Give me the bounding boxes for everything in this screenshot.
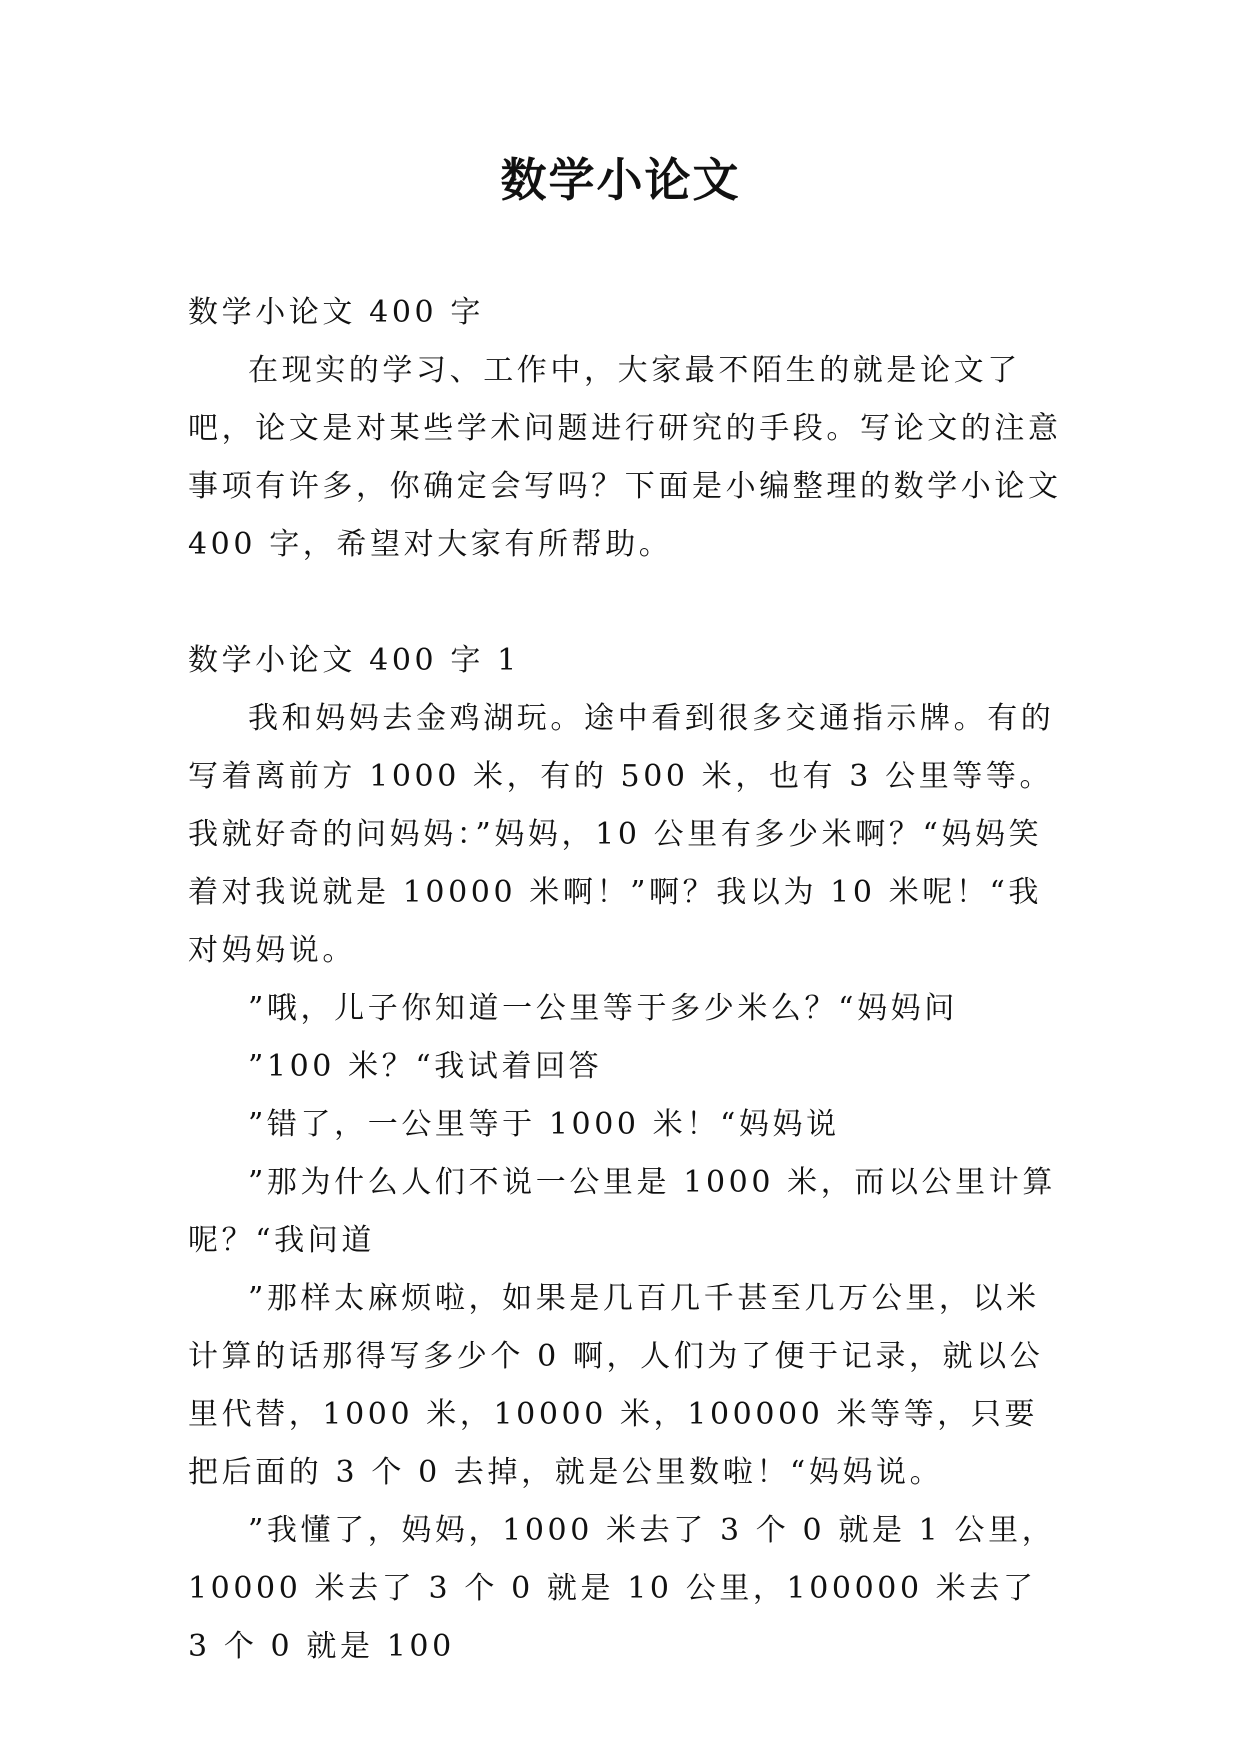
body-paragraph: ”100 米？“我试着回答 bbox=[248, 1049, 603, 1084]
paragraph-spacer bbox=[188, 574, 1068, 632]
body-paragraph: ”我懂了，妈妈，1000 米去了 3 个 0 就是 1 公里，10000 米去了 3 个 0 就是 10 公里，100000 米去了 3 个 0 就是 100 bbox=[188, 1513, 1056, 1664]
body-paragraph: ”那样太麻烦啦，如果是几百几千甚至几万公里，以米计算的话那得写多少个 0 啊，人们为了便于记录，就以公里代替，1000 米，10000 米，100000 米等等，只要把后面的 3 个 0 去掉，就是公里数啦！“妈妈说。 bbox=[188, 1281, 1044, 1490]
document-subtitle: 数学小论文 400 字 bbox=[188, 295, 484, 330]
body-paragraph: 我和妈妈去金鸡湖玩。途中看到很多交通指示牌。有的写着离前方 1000 米，有的 500 米，也有 3 公里等等。我就好奇的问妈妈：”妈妈，10 公里有多少米啊？“妈妈笑着对我说就是 10000 米啊！”啊？我以为 10 米呢！“我对妈妈说。 bbox=[188, 701, 1055, 968]
document-body bbox=[188, 284, 1068, 1676]
intro-paragraph: 在现实的学习、工作中，大家最不陌生的就是论文了吧，论文是对某些学术问题进行研究的手段。写论文的注意事项有许多，你确定会写吗？下面是小编整理的数学小论文 400 字，希望对大家有所帮助。 bbox=[188, 353, 1062, 562]
body-paragraph: ”错了，一公里等于 1000 米！“妈妈说 bbox=[248, 1107, 840, 1142]
body-paragraph: ”那为什么人们不说一公里是 1000 米，而以公里计算呢？“我问道 bbox=[188, 1165, 1056, 1258]
document-title: 数学小论文 bbox=[500, 153, 741, 207]
body-paragraph: ”哦，儿子你知道一公里等于多少米么？“妈妈问 bbox=[248, 991, 958, 1026]
section-heading: 数学小论文 400 字 1 bbox=[188, 643, 520, 678]
